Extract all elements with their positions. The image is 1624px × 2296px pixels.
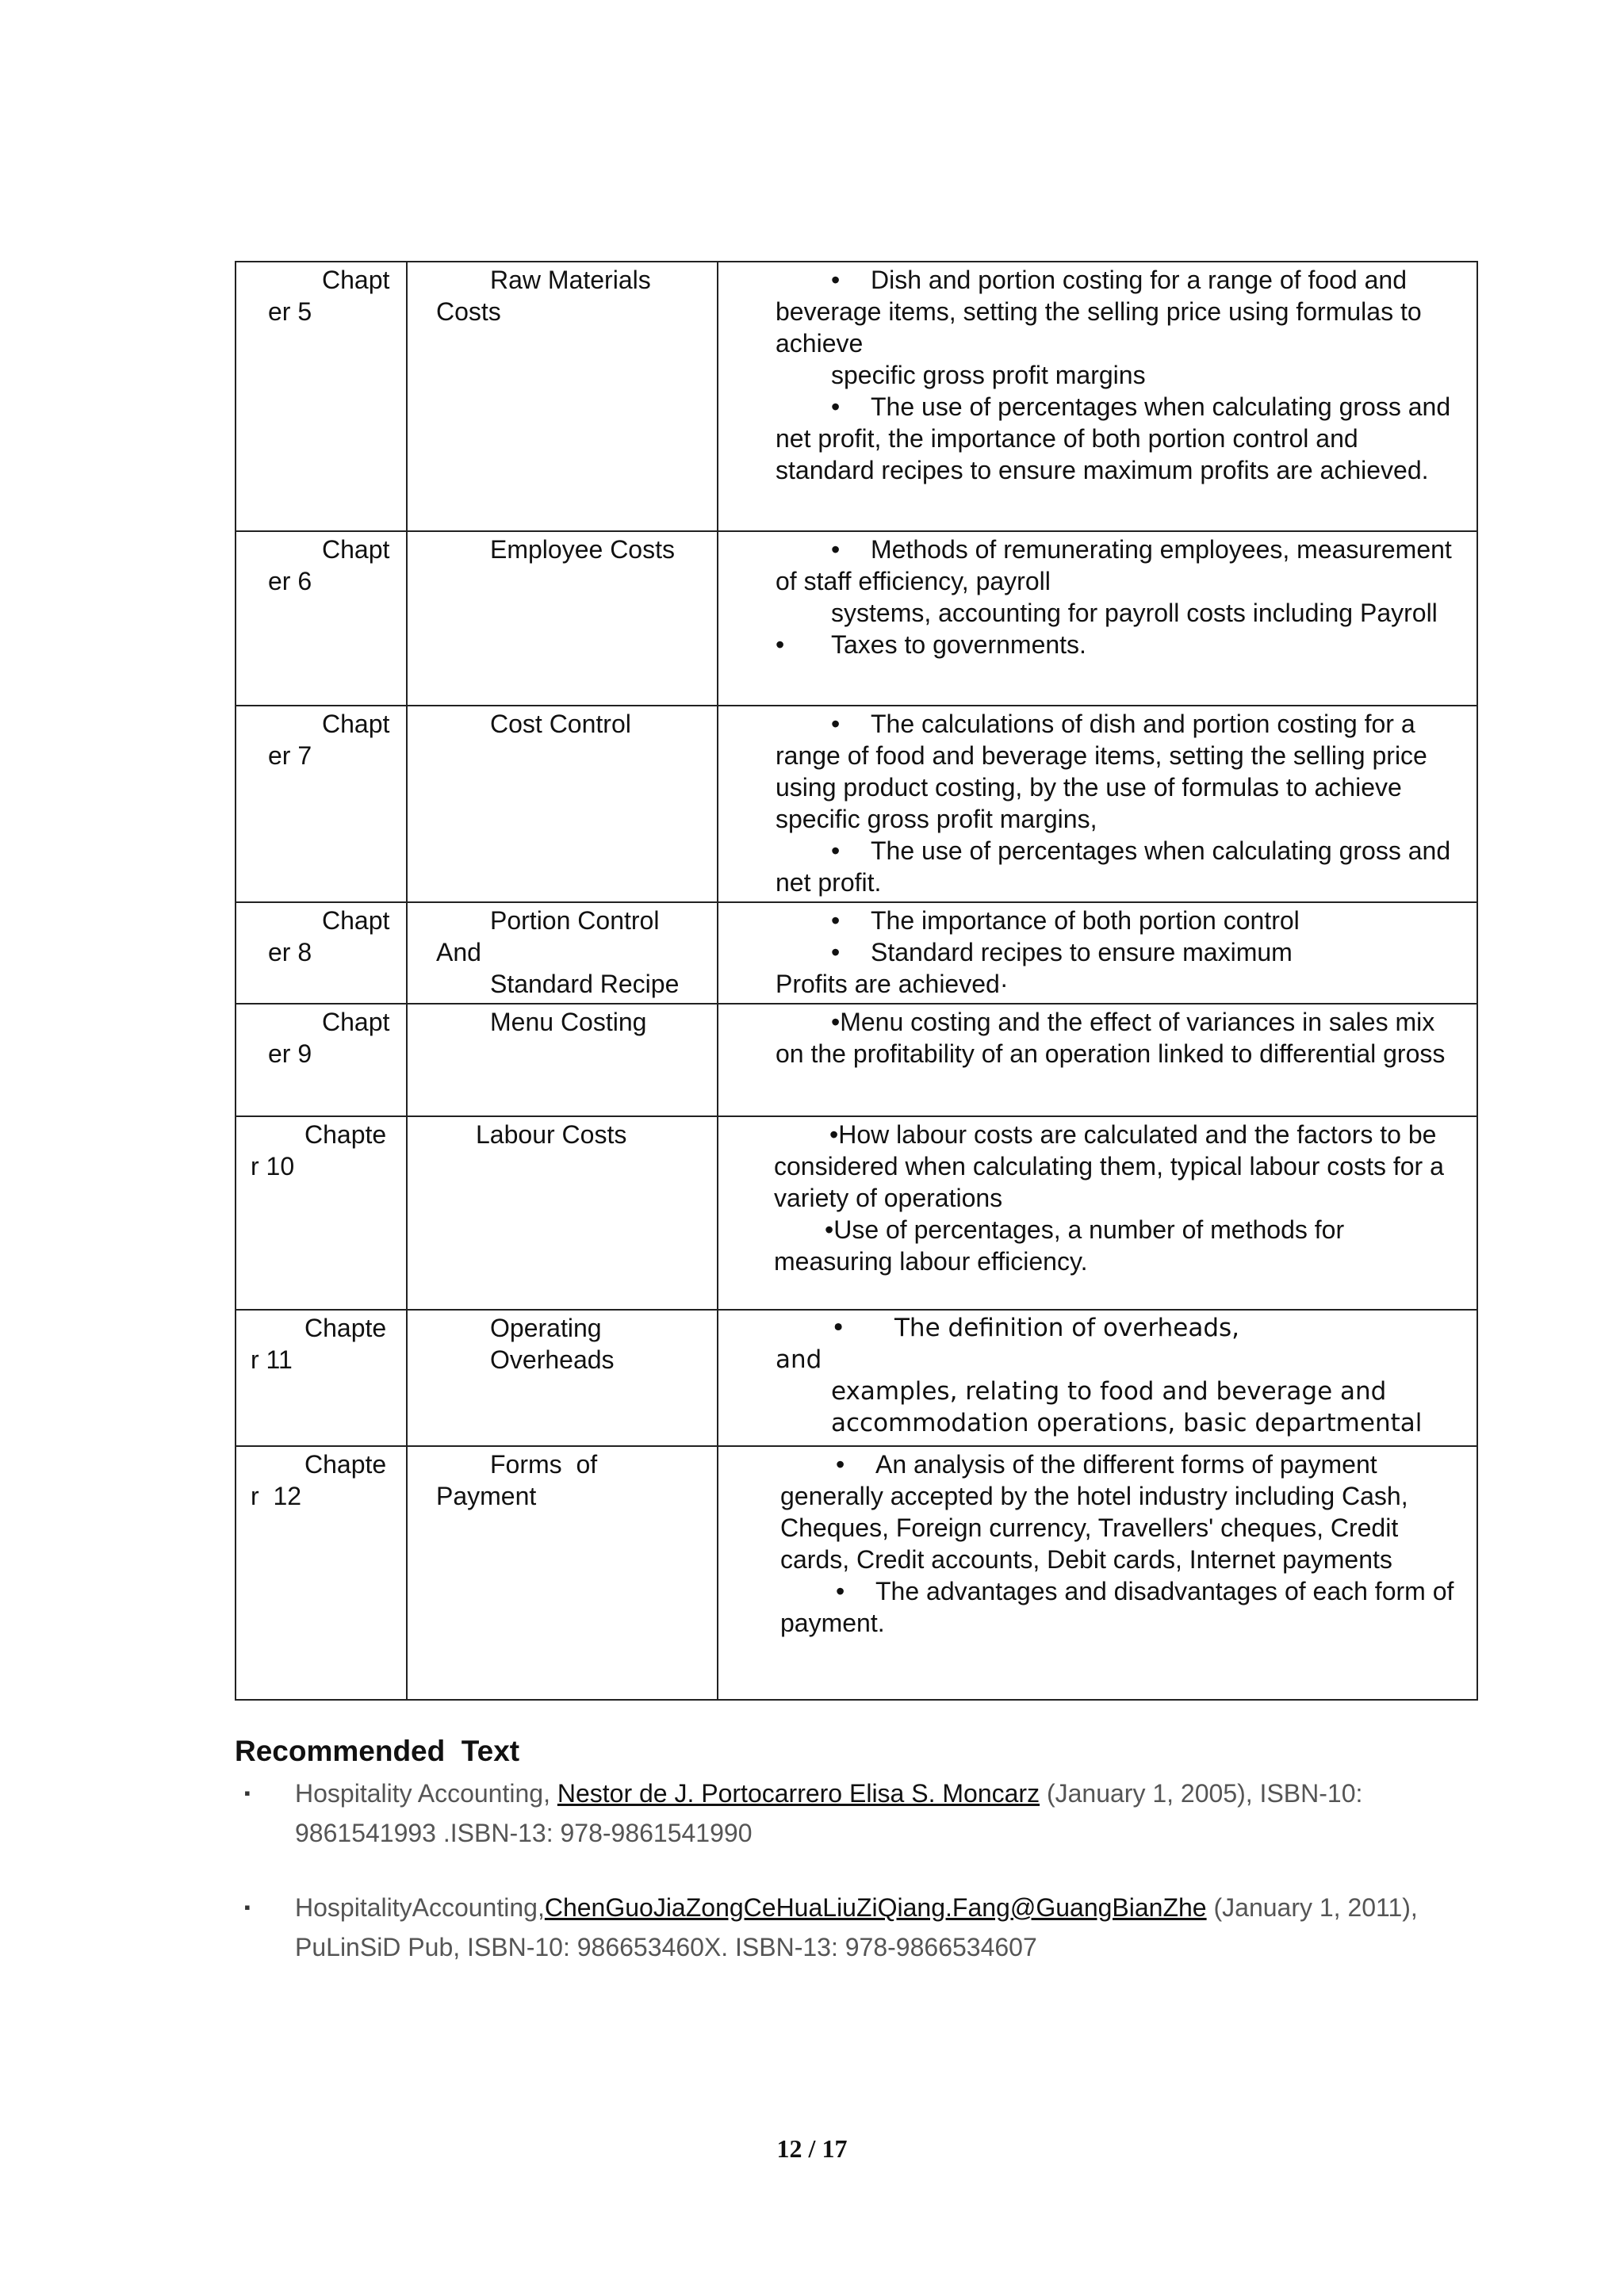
chapter-cell <box>236 262 407 531</box>
reference-text: (January 1, 2011), PuLinSiD Pub, ISBN-10: 986653460X. ISBN-13: 978-9866534607 <box>295 1893 1418 1961</box>
description-cell <box>718 1004 1477 1116</box>
topic-cell <box>407 1004 718 1116</box>
description-cell <box>718 1310 1477 1446</box>
topic-cell <box>407 1116 718 1310</box>
table-row <box>236 531 1477 706</box>
description-cell <box>718 1116 1477 1310</box>
chapter-label: Chapte <box>304 1450 387 1479</box>
topic-cell <box>407 1310 718 1446</box>
table-row <box>236 902 1477 1004</box>
table-row <box>236 262 1477 531</box>
topic-cell <box>407 262 718 531</box>
topic-cell <box>407 902 718 1004</box>
chapter-label: er 5 <box>268 297 312 326</box>
bullet-item: • The definition of overheads, <box>831 1314 1239 1342</box>
page-number: 12 / 17 <box>776 2134 848 2163</box>
description-text: examples, relating to food and beverage and accommodation operations, basic departmental <box>831 1377 1423 1437</box>
description-cell <box>718 262 1477 531</box>
topic-label: Portion Control <box>490 906 660 935</box>
author-link[interactable]: Nestor de J. Portocarrero Elisa S. Moncarz <box>557 1779 1040 1808</box>
chapter-label: er 7 <box>268 741 312 770</box>
bullet-item: •Use of percentages, a number of methods for measuring labour efficiency. <box>774 1215 1345 1276</box>
chapter-label: r 10 <box>251 1152 295 1181</box>
author-link[interactable]: ChenGuoJiaZongCeHuaLiuZiQiang.Fang@GuangBianZhe <box>544 1893 1207 1922</box>
bullet-item: • Dish and portion costing for a range of food and beverage items, setting the selling price using formulas to achieve <box>776 264 1464 359</box>
description-cell <box>718 902 1477 1004</box>
table-row <box>236 1004 1477 1116</box>
topic-label: Menu Costing <box>490 1008 647 1036</box>
chapter-label: r 11 <box>251 1345 293 1374</box>
chapter-cell <box>236 706 407 902</box>
topic-cell <box>407 531 718 706</box>
bullet-item: • The advantages and disadvantages of each form of payment. <box>780 1575 1464 1639</box>
chapter-label: Chapt <box>322 1008 390 1036</box>
reference-text: Hospitality Accounting, <box>295 1779 557 1808</box>
topic-label: Payment <box>436 1482 537 1510</box>
reference-text: HospitalityAccounting, <box>295 1893 545 1922</box>
topic-label: Standard Recipe <box>490 970 680 998</box>
chapter-cell <box>236 1116 407 1310</box>
bullet-item: • Methods of remunerating employees, measurement of staff efficiency, payroll <box>776 534 1464 597</box>
topic-cell <box>407 706 718 902</box>
chapter-label: Chapt <box>322 710 390 738</box>
bullet-item: •How labour costs are calculated and the factors to be considered when calculating them, typical labour costs for a variety of operations <box>774 1120 1444 1212</box>
chapter-label: er 8 <box>268 938 312 966</box>
description-text: specific gross profit margins <box>831 361 1146 389</box>
chapter-label: er 9 <box>268 1039 312 1068</box>
description-cell <box>718 1446 1477 1700</box>
bullet-item: • The use of percentages when calculating gross and net profit. <box>776 835 1464 898</box>
chapter-label: Chapte <box>304 1314 387 1342</box>
description-text: Profits are achieved· <box>776 970 1009 998</box>
chapter-label: r 12 <box>251 1482 302 1510</box>
topic-label: Operating <box>490 1314 602 1342</box>
bullet-item: • An analysis of the different forms of payment generally accepted by the hotel industry including Cash, Cheques, Foreign currency, Travellers' cheques, Credit cards, Credit accounts, Debit cards, Internet payments <box>780 1448 1464 1575</box>
chapter-label: Chapt <box>322 535 390 564</box>
topic-label: Costs <box>436 297 501 326</box>
chapter-cell <box>236 902 407 1004</box>
description-cell <box>718 531 1477 706</box>
topic-label: Labour Costs <box>476 1120 627 1149</box>
reference-text: (January 1, 2005), ISBN-10: 9861541993 .ISBN-13: 978-9861541990 <box>295 1779 1363 1847</box>
bullet-item: • The importance of both portion control <box>776 905 1464 936</box>
recommended-list <box>238 1888 1443 1967</box>
recommended-list <box>238 1774 1443 1853</box>
bullet-item: • Taxes to governments. <box>776 630 1086 659</box>
topic-cell <box>407 1446 718 1700</box>
chapter-label: er 6 <box>268 567 312 595</box>
topic-label: Forms of <box>490 1450 598 1479</box>
chapter-label: Chapt <box>322 906 390 935</box>
topic-label: Overheads <box>490 1345 615 1374</box>
bullet-item: • The calculations of dish and portion costing for a range of food and beverage items, setting the selling price using product costing, by the use of formulas to achieve specific gross profit margins, <box>776 708 1464 835</box>
list-item <box>238 1888 1443 1967</box>
list-item <box>238 1774 1443 1853</box>
recommended-text-heading: Recommended Text <box>235 1735 520 1767</box>
description-text: systems, accounting for payroll costs including Payroll <box>831 599 1438 627</box>
chapter-cell <box>236 1004 407 1116</box>
bullet-item: • Standard recipes to ensure maximum <box>776 936 1464 968</box>
topic-label: And <box>436 938 481 966</box>
topic-label: Cost Control <box>490 710 631 738</box>
table-row <box>236 706 1477 902</box>
bullet-item: • The use of percentages when calculating gross and net profit, the importance of both portion control and standard recipes to ensure maximum profits are achieved. <box>776 391 1464 486</box>
description-text: and <box>776 1345 822 1374</box>
chapter-cell <box>236 1446 407 1700</box>
syllabus-table <box>235 261 1478 1701</box>
chapter-cell <box>236 1310 407 1446</box>
bullet-item: •Menu costing and the effect of variances in sales mix on the profitability of an operation linked to differential gross <box>776 1008 1446 1068</box>
table-row <box>236 1446 1477 1700</box>
table-row <box>236 1310 1477 1446</box>
chapter-label: Chapte <box>304 1120 387 1149</box>
description-cell <box>718 706 1477 902</box>
topic-label: Employee Costs <box>490 535 675 564</box>
topic-label: Raw Materials <box>490 266 651 294</box>
chapter-label: Chapt <box>322 266 390 294</box>
table-row <box>236 1116 1477 1310</box>
chapter-cell <box>236 531 407 706</box>
